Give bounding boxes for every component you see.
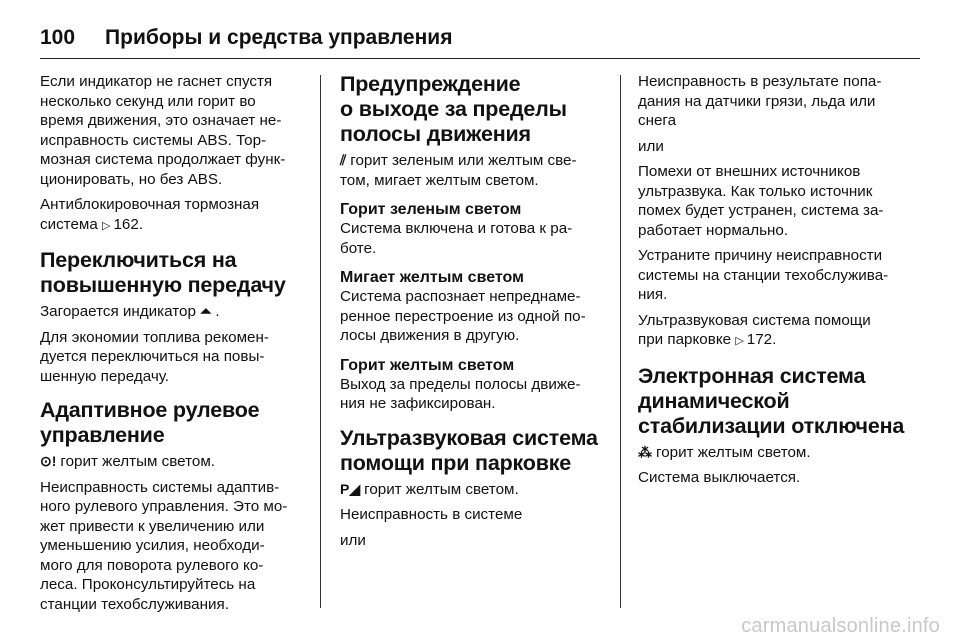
upshift-paragraph: Для экономии топлива рекомен- дуется переключиться на повы- шенную передачу. bbox=[40, 328, 269, 385]
interference-paragraph: Помехи от внешних источников ультразвука. Как только источник помех будет устранен, система за- работает нормально. bbox=[638, 163, 884, 239]
park-indicator-text: P◢ горит желтым светом. bbox=[340, 480, 519, 498]
lane-departure-heading: Предупреждение о выходе за пределы полосы движения bbox=[340, 72, 567, 146]
page-ref-link[interactable]: ▷ 162. bbox=[102, 216, 143, 233]
upshift-icon: ⏶ bbox=[200, 303, 212, 319]
column-2 bbox=[340, 72, 602, 556]
column-1 bbox=[40, 72, 308, 620]
park-assist-heading: Ультразвуковая система помощи при парковке bbox=[340, 425, 598, 475]
yellow-light-heading: Горит желтым светом bbox=[340, 356, 515, 374]
lane-departure-icon: ⫽ bbox=[340, 152, 347, 168]
upshift-heading: Переключиться на повышенную передачу bbox=[40, 248, 286, 297]
page-ref-link[interactable]: ▷ 172. bbox=[735, 331, 776, 348]
column-divider-1 bbox=[320, 75, 321, 608]
esc-off-icon: ⁂ bbox=[638, 443, 652, 460]
steering-paragraph: Неисправность системы адаптив- ного рулевого управления. Это мо- жет привести к увеличению или уменьшению усилия, необходи- мого для поворота рулевого ко- леса. Проконсультируйтесь на станции техобслуживания. bbox=[40, 478, 288, 613]
watermark: carmanualsonline.info bbox=[741, 615, 940, 637]
sensor-dirt-paragraph: Неисправность в результате попа- дания на датчики грязи, льда или снега bbox=[638, 73, 882, 129]
park-fault-paragraph: Неисправность в системе bbox=[340, 506, 523, 523]
upshift-indicator-text: Загорается индикатор ⏶ . bbox=[40, 303, 220, 320]
service-paragraph: Устраните причину неисправности системы на станции техобслужива- ния. bbox=[638, 247, 889, 303]
page-number: 100 bbox=[40, 26, 76, 49]
page-header bbox=[40, 18, 920, 59]
green-light-heading: Горит зеленым светом bbox=[340, 201, 522, 218]
green-light-paragraph: Система включена и готова к ра- боте. bbox=[340, 220, 573, 257]
park-or-text: или bbox=[340, 531, 366, 549]
park-assist-icon: P◢ bbox=[340, 480, 361, 497]
esc-indicator-text: ⁂ горит желтым светом. bbox=[638, 443, 811, 461]
or-text: или bbox=[638, 137, 664, 155]
esc-off-heading: Электронная система динамической стабилизации отключена bbox=[638, 363, 905, 438]
steering-warning-icon: ⊙! bbox=[40, 453, 57, 469]
yellow-light-paragraph: Выход за пределы полосы движе- ния не зафиксирован. bbox=[340, 375, 581, 412]
column-divider-2 bbox=[620, 75, 621, 608]
esc-off-paragraph: Система выключается. bbox=[638, 469, 801, 486]
steering-indicator-text: ⊙! горит желтым светом. bbox=[40, 453, 215, 470]
blink-yellow-paragraph: Система распознает непреднаме- ренное перестроение из одной по- лосы движения в другую. bbox=[340, 288, 586, 344]
column-3 bbox=[638, 72, 908, 494]
adaptive-steering-heading: Адаптивное рулевое управление bbox=[40, 398, 260, 447]
blink-yellow-heading: Мигает желтым светом bbox=[340, 269, 524, 286]
abs-reference: Антиблокировочная тормозная система ▷ 162. bbox=[40, 195, 308, 236]
lane-indicator-text: ⫽ горит зеленым или желтым све- том, мигает желтым светом. bbox=[340, 152, 577, 189]
page-title: Приборы и средства управления bbox=[105, 26, 453, 49]
abs-paragraph: Если индикатор не гаснет спустя несколько секунд или горит во время движения, это означает не- исправность системы ABS. Тор- мозная система продолжает функ- ционировать, но без ABS. bbox=[40, 73, 286, 188]
park-reference: Ультразвуковая система помощи при парковке ▷ 172. bbox=[638, 311, 908, 352]
